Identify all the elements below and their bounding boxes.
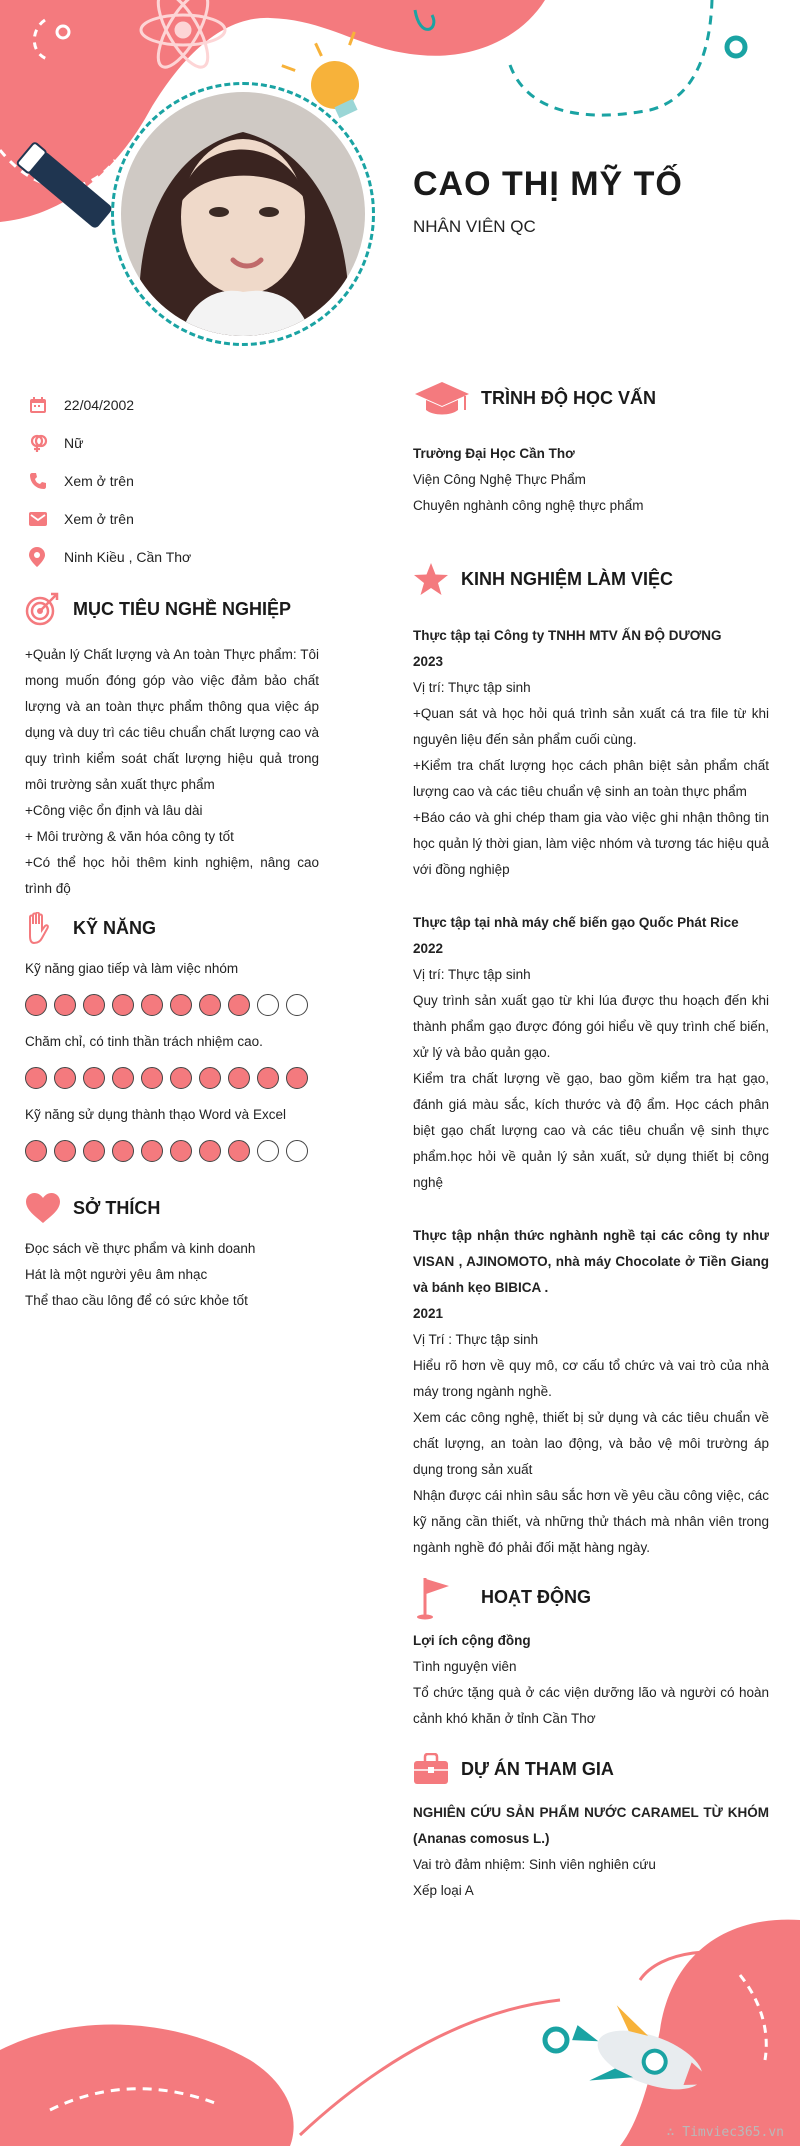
activity-name: Lợi ích cộng đồng: [413, 1633, 531, 1648]
rating-dot-empty: [286, 1140, 308, 1162]
contact-phone: Xem ở trên: [26, 462, 356, 500]
rating-dot-filled: [199, 994, 221, 1016]
project-role: Vai trò đảm nhiệm: Sinh viên nghiên cứu: [413, 1857, 656, 1872]
project-entry: [413, 1800, 769, 1904]
skill-rating: [25, 1140, 325, 1162]
rating-dot-empty: [257, 994, 279, 1016]
contact-list: [26, 386, 356, 576]
graduation-cap-icon: [413, 380, 481, 416]
skill-rating: [25, 994, 325, 1016]
rating-dot-filled: [228, 994, 250, 1016]
skill-item: Kỹ năng giao tiếp và làm việc nhóm: [25, 958, 325, 1016]
skill-rating: [25, 1067, 325, 1089]
hobbies-heading: SỞ THÍCH: [25, 1192, 160, 1224]
calendar-icon: [26, 396, 64, 414]
rating-dot-empty: [257, 1140, 279, 1162]
experience-entry: Thực tập tại nhà máy chế biến gạo Quốc Phát Rice 2022 Vị trí: Thực tập sinh Quy trình sản xuất gạo từ khi lúa được thu hoạch đến khi thành phẩm gạo được đóng gói hiểu về quy trình chế biến, xử lý và bảo quản gạo. Kiểm tra chất lượng về gạo, bao gồm kiểm tra hạt gạo, đánh giá màu sắc, kích thước và độ ẩm. Học cách phân biệt gạo chất lượng cao và các tiêu chuẩn vệ sinh thực phẩm.học hỏi về quản lý sản xuất, sử dụng thiết bị công nghệ: [413, 910, 769, 1196]
experience-entry: Thực tập nhận thức nghành nghề tại các công ty như VISAN , AJINOMOTO, nhà máy Chocolate ở Tiền Giang và bánh kẹo BIBICA . 2021 Vị Trí : Thực tập sinh Hiểu rõ hơn về quy mô, cơ cấu tổ chức và vai trò của nhà máy trong ngành nghề. Xem các công nghệ, thiết bị sử dụng và các tiêu chuẩn về chất lượng, an toàn lao động, và bảo vệ môi trường áp dụng trong sản xuất Nhận được cái nhìn sâu sắc hơn về yêu cầu công việc, các kỹ năng cần thiết, và những thử thách mà nhân viên trong ngành nghề đó phải đối mặt hàng ngày.: [413, 1223, 769, 1561]
contact-address: Ninh Kiều , Cần Thơ: [26, 538, 356, 576]
hobby-item: Thể thao cầu lông để có sức khỏe tốt: [25, 1293, 248, 1308]
rating-dot-filled: [83, 1140, 105, 1162]
experience-year: 2023: [413, 654, 444, 669]
hobby-item: Đọc sách về thực phẩm và kinh doanh: [25, 1241, 256, 1256]
school-name: Trường Đại Học Cần Thơ: [413, 446, 575, 461]
star-icon: [413, 562, 461, 596]
hobby-item: Hát là một người yêu âm nhạc: [25, 1267, 208, 1282]
gender-icon: [26, 433, 64, 453]
experience-year: 2021: [413, 1306, 444, 1321]
rating-dot-filled: [83, 994, 105, 1016]
flag-icon: [413, 1574, 481, 1620]
contact-gender: Nữ: [26, 424, 356, 462]
target-icon: [25, 592, 73, 626]
rating-dot-empty: [286, 994, 308, 1016]
site-watermark: ∴ Timviec365.vn: [666, 2125, 784, 2140]
rating-dot-filled: [228, 1140, 250, 1162]
experience-company: Thực tập tại Công ty TNHH MTV ẤN ĐỘ DƯƠNG: [413, 628, 722, 643]
activity-role: Tình nguyện viên: [413, 1659, 517, 1674]
rating-dot-filled: [141, 1067, 163, 1089]
experience-company: Thực tập tại nhà máy chế biến gạo Quốc Phát Rice: [413, 915, 739, 930]
skill-item: Kỹ năng sử dụng thành thạo Word và Excel: [25, 1104, 325, 1162]
rating-dot-filled: [228, 1067, 250, 1089]
rating-dot-filled: [286, 1067, 308, 1089]
raised-hand-icon: [25, 912, 73, 944]
faculty-name: Viện Công Nghệ Thực Phẩm: [413, 472, 586, 487]
objective-heading: MỤC TIÊU NGHỀ NGHIỆP: [25, 592, 291, 626]
rating-dot-filled: [112, 1067, 134, 1089]
activity-desc: Tổ chức tặng quà ở các viện dưỡng lão và người có hoàn cảnh khó khăn ở tỉnh Cần Thơ: [413, 1685, 769, 1726]
rating-dot-filled: [141, 994, 163, 1016]
project-grade: Xếp loại A: [413, 1883, 474, 1898]
phone-icon: [26, 472, 64, 490]
rating-dot-filled: [170, 994, 192, 1016]
experience-entry: Thực tập tại Công ty TNHH MTV ẤN ĐỘ DƯƠNG 2023 Vị trí: Thực tập sinh +Quan sát và học hỏi quá trình sản xuất cá tra file từ khi nguyên liệu đến sản phẩm cuối cùng. +Kiểm tra chất lượng học cách phân biệt sản phẩm chất lượng cao và các tiêu chuẩn vệ sinh an toàn thực phẩm +Báo cáo và ghi chép tham gia vào việc ghi nhận thông tin học quản lý thời gian, làm việc nhóm và tương tác hiệu quả với đồng nghiệp: [413, 623, 769, 883]
experience-heading: KINH NGHIỆM LÀM VIỆC: [413, 562, 673, 596]
contact-email: Xem ở trên: [26, 500, 356, 538]
rating-dot-filled: [199, 1140, 221, 1162]
education-heading: TRÌNH ĐỘ HỌC VẤN: [413, 380, 656, 416]
rating-dot-filled: [25, 1067, 47, 1089]
location-pin-icon: [26, 547, 64, 567]
rating-dot-filled: [54, 1067, 76, 1089]
candidate-name: CAO THỊ MỸ TỐ: [413, 165, 683, 203]
experience-year: 2022: [413, 941, 444, 956]
project-name: NGHIÊN CỨU SẢN PHẨM NƯỚC CARAMEL TỪ KHÓM (Ananas comosus L.): [413, 1805, 769, 1846]
rating-dot-filled: [257, 1067, 279, 1089]
heart-icon: [25, 1192, 73, 1224]
skill-item: Chăm chỉ, có tinh thần trách nhiệm cao.: [25, 1031, 325, 1089]
activities-heading: HOẠT ĐỘNG: [413, 1574, 591, 1620]
major-name: Chuyên nghành công nghệ thực phẩm: [413, 498, 644, 513]
rating-dot-filled: [54, 1140, 76, 1162]
skills-heading: KỸ NĂNG: [25, 912, 156, 944]
education-details: [413, 441, 769, 519]
rating-dot-filled: [112, 1140, 134, 1162]
hobbies-list: [25, 1236, 319, 1314]
rating-dot-filled: [25, 1140, 47, 1162]
objective-text: +Quản lý Chất lượng và An toàn Thực phẩm: Tôi mong muốn đóng góp vào việc đảm bảo chất lượng và an toàn thực phẩm thông qua việc áp dụng và duy trì các tiêu chuẩn chất lượng cao và quy trình kiểm soát chất lượng hiệu quả trong môi trường sản xuất thực phẩm +Công việc ổn định và lâu dài + Môi trường & văn hóa công ty tốt +Có thể học hỏi thêm kinh nghiệm, nâng cao trình độ: [25, 647, 319, 896]
rating-dot-filled: [54, 994, 76, 1016]
profile-photo: [121, 92, 365, 336]
rating-dot-filled: [25, 994, 47, 1016]
briefcase-icon: [413, 1753, 461, 1785]
rating-dot-filled: [141, 1140, 163, 1162]
rating-dot-filled: [199, 1067, 221, 1089]
rating-dot-filled: [170, 1140, 192, 1162]
experience-company: Thực tập nhận thức nghành nghề tại các công ty như VISAN , AJINOMOTO, nhà máy Chocolate ở Tiền Giang và bánh kẹo BIBICA .: [413, 1228, 769, 1295]
candidate-position: NHÂN VIÊN QC: [413, 217, 536, 236]
rating-dot-filled: [112, 994, 134, 1016]
rating-dot-filled: [170, 1067, 192, 1089]
contact-birthdate: 22/04/2002: [26, 386, 356, 424]
activity-entry: [413, 1628, 769, 1732]
rating-dot-filled: [83, 1067, 105, 1089]
projects-heading: DỰ ÁN THAM GIA: [413, 1753, 614, 1785]
mail-icon: [26, 511, 64, 527]
